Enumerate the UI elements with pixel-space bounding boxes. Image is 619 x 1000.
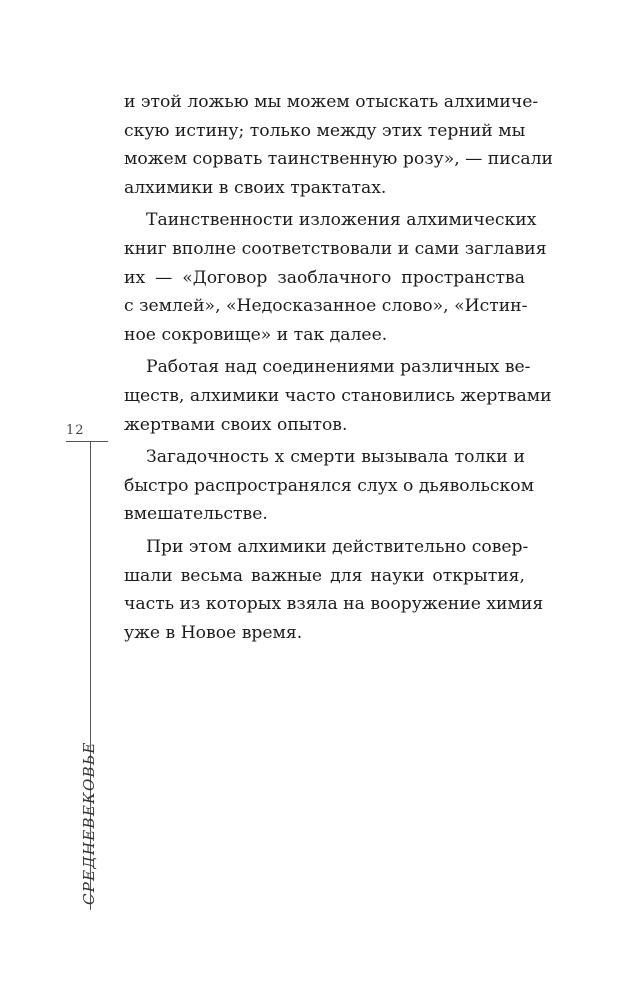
paragraph — [124, 88, 553, 202]
text-line: Таинственности изложения алхимических — [146, 210, 537, 231]
page-number: 12 — [66, 423, 85, 438]
text-line: шали весьма важные для науки открытия, — [124, 565, 525, 586]
body-text — [124, 88, 553, 647]
paragraph — [124, 443, 534, 529]
text-line: книг вполне соответствовали и сами заглавия — [124, 238, 547, 259]
text-line: жертвами своих опытов. — [124, 414, 348, 435]
text-line: При этом алхимики действительно совер- — [146, 536, 529, 557]
text-line: можем сорвать таинственную розу», — писали — [124, 149, 553, 170]
text-line: скую истину; только между этих терний мы — [124, 120, 526, 141]
text-line: часть из которых взяла на вооружение химия — [124, 594, 544, 615]
text-line: их — «Договор заоблачного пространства — [124, 267, 525, 288]
page-number-rule — [66, 441, 108, 442]
text-line: ществ, алхимики часто становились жертвами — [124, 385, 552, 406]
text-line: Загадочность х смерти вызывала толки и — [146, 447, 525, 468]
text-line: и этой ложью мы можем отыскать алхимиче- — [124, 92, 539, 112]
text-line: Работая над соединениями различных ве- — [146, 357, 531, 378]
paragraph — [124, 353, 552, 439]
text-line: уже в Новое время. — [124, 622, 303, 643]
text-line: алхимики в своих трактатах. — [124, 177, 387, 198]
text-line: ное сокровище» и так далее. — [124, 324, 388, 345]
running-section-title: СРЕДНЕВЕКОВЬЕ — [80, 741, 98, 905]
text-line: вмешательстве. — [124, 504, 268, 525]
paragraph — [124, 206, 547, 349]
paragraph — [124, 533, 544, 647]
text-line: быстро распространялся слух о дьявольском — [124, 475, 534, 496]
text-line: с землей», «Недосказанное слово», «Истин- — [124, 296, 528, 317]
